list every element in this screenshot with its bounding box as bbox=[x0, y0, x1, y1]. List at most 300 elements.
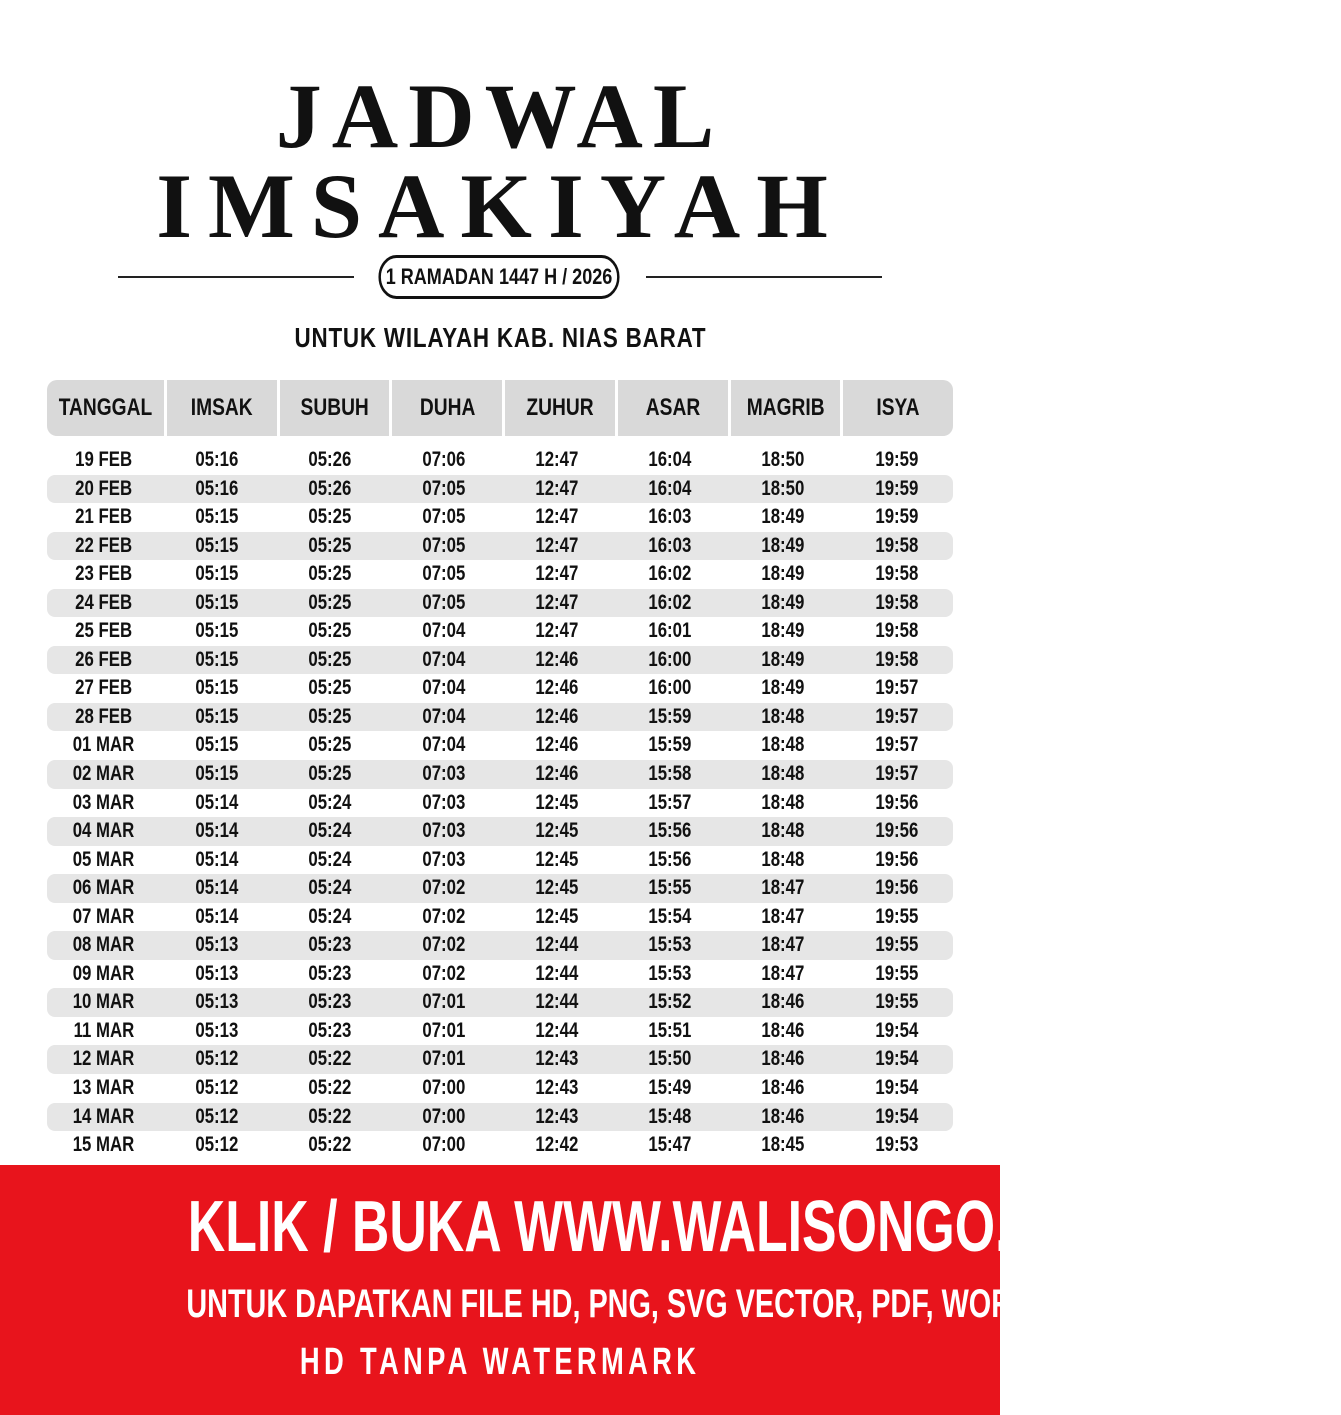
table-cell-tanggal bbox=[47, 760, 160, 789]
page-title-line1: JADWAL bbox=[275, 65, 725, 167]
table-cell-subuh bbox=[274, 988, 387, 1017]
table-cell-value: 28 FEB bbox=[75, 704, 133, 728]
table-cell-value: 05:25 bbox=[308, 762, 352, 786]
table-cell-value: 19:59 bbox=[874, 448, 918, 471]
table-cell-magrib bbox=[727, 960, 840, 989]
table-cell-value: 04 MAR bbox=[72, 819, 135, 843]
table-cell-value: 05:25 bbox=[308, 533, 352, 557]
table-cell-asar bbox=[613, 560, 726, 589]
table-cell-zuhur bbox=[500, 674, 613, 703]
table-row bbox=[47, 846, 953, 875]
table-cell-value: 14 MAR bbox=[72, 1104, 135, 1128]
table-cell-isya bbox=[840, 760, 953, 789]
column-header-label: TANGGAL bbox=[58, 394, 153, 421]
table-cell-value: 15:55 bbox=[648, 876, 692, 900]
table-cell-duha bbox=[387, 731, 500, 760]
table-cell-magrib bbox=[727, 1045, 840, 1074]
table-cell-value: 19:58 bbox=[874, 533, 918, 557]
table-cell-zuhur bbox=[500, 988, 613, 1017]
table-cell-value: 19:56 bbox=[874, 790, 918, 814]
table-cell-value: 05:22 bbox=[308, 1047, 352, 1071]
table-cell-value: 07:03 bbox=[421, 819, 465, 843]
table-cell-value: 12:47 bbox=[535, 619, 579, 643]
table-cell-asar bbox=[613, 1074, 726, 1103]
table-cell-duha bbox=[387, 988, 500, 1017]
table-cell-value: 05:13 bbox=[195, 990, 239, 1014]
table-cell-value: 05:15 bbox=[195, 704, 239, 728]
table-cell-isya bbox=[840, 1045, 953, 1074]
table-cell-asar bbox=[613, 903, 726, 932]
table-cell-magrib bbox=[727, 846, 840, 875]
table-cell-value: 20 FEB bbox=[75, 476, 133, 500]
table-cell-imsak bbox=[160, 1103, 273, 1132]
table-cell-magrib bbox=[727, 760, 840, 789]
table-cell-value: 05:24 bbox=[308, 819, 352, 843]
table-cell-tanggal bbox=[47, 1017, 160, 1046]
table-row bbox=[47, 703, 953, 732]
promo-subline-text: UNTUK DAPATKAN FILE HD, PNG, SVG VECTOR, PDF, WORD, EXCEL bbox=[186, 1282, 1145, 1326]
table-cell-value: 07:05 bbox=[421, 505, 465, 529]
table-cell-value: 05:14 bbox=[195, 847, 239, 871]
table-cell-value: 16:01 bbox=[648, 619, 692, 643]
table-cell-value: 07:02 bbox=[421, 904, 465, 928]
promo-subline bbox=[0, 1280, 1145, 1328]
table-cell-value: 11 MAR bbox=[73, 1018, 134, 1042]
table-cell-value: 12:44 bbox=[535, 990, 579, 1014]
table-cell-value: 07:05 bbox=[421, 562, 465, 586]
table-cell-magrib bbox=[727, 589, 840, 618]
table-cell-isya bbox=[840, 703, 953, 732]
table-cell-isya bbox=[840, 1017, 953, 1046]
table-cell-isya bbox=[840, 646, 953, 675]
table-cell-value: 05:12 bbox=[195, 1076, 239, 1100]
table-cell-imsak bbox=[160, 560, 273, 589]
table-cell-value: 07:00 bbox=[421, 1076, 465, 1100]
table-cell-duha bbox=[387, 789, 500, 818]
table-cell-duha bbox=[387, 560, 500, 589]
table-cell-zuhur bbox=[500, 1045, 613, 1074]
table-cell-value: 18:49 bbox=[761, 676, 805, 700]
table-cell-tanggal bbox=[47, 874, 160, 903]
table-cell-value: 05:14 bbox=[195, 819, 239, 843]
table-cell-value: 12:45 bbox=[535, 876, 579, 900]
table-cell-value: 18:47 bbox=[761, 904, 805, 928]
table-cell-magrib bbox=[727, 874, 840, 903]
table-cell-value: 12:43 bbox=[535, 1076, 579, 1100]
table-row bbox=[47, 789, 953, 818]
table-cell-value: 12:46 bbox=[535, 676, 579, 700]
page-title-line2: IMSAKIYAH bbox=[156, 155, 844, 257]
table-cell-value: 05:24 bbox=[308, 790, 352, 814]
table-cell-tanggal bbox=[47, 903, 160, 932]
column-header-label: ISYA bbox=[876, 394, 920, 421]
promo-headline[interactable] bbox=[0, 1187, 1154, 1267]
table-cell-isya bbox=[840, 903, 953, 932]
table-cell-asar bbox=[613, 1131, 726, 1160]
table-cell-value: 19:59 bbox=[874, 476, 918, 500]
table-cell-duha bbox=[387, 960, 500, 989]
promo-tagline bbox=[0, 1339, 1000, 1385]
table-cell-value: 12 MAR bbox=[72, 1047, 135, 1071]
table-cell-subuh bbox=[274, 1103, 387, 1132]
table-cell-tanggal bbox=[47, 589, 160, 618]
table-cell-zuhur bbox=[500, 874, 613, 903]
table-row bbox=[47, 903, 953, 932]
table-cell-value: 07:03 bbox=[421, 790, 465, 814]
table-cell-subuh bbox=[274, 931, 387, 960]
table-cell-asar bbox=[613, 503, 726, 532]
table-cell-value: 18:48 bbox=[761, 790, 805, 814]
table-cell-value: 06 MAR bbox=[72, 876, 135, 900]
table-cell-imsak bbox=[160, 903, 273, 932]
table-row bbox=[47, 731, 953, 760]
column-header-label: ZUHUR bbox=[526, 394, 594, 421]
table-cell-value: 05:23 bbox=[308, 990, 352, 1014]
region-label bbox=[0, 322, 1000, 354]
table-cell-value: 19:56 bbox=[874, 847, 918, 871]
table-cell-duha bbox=[387, 1103, 500, 1132]
table-cell-value: 05:25 bbox=[308, 619, 352, 643]
table-cell-imsak bbox=[160, 817, 273, 846]
table-cell-value: 05:16 bbox=[195, 476, 239, 500]
table-cell-value: 15 MAR bbox=[72, 1133, 135, 1157]
table-cell-duha bbox=[387, 931, 500, 960]
column-header-asar bbox=[618, 380, 731, 436]
table-cell-value: 15:52 bbox=[648, 990, 692, 1014]
table-cell-imsak bbox=[160, 846, 273, 875]
table-cell-value: 07:06 bbox=[421, 448, 465, 471]
table-cell-imsak bbox=[160, 874, 273, 903]
table-cell-value: 12:47 bbox=[535, 505, 579, 529]
table-cell-value: 19:56 bbox=[874, 876, 918, 900]
table-cell-asar bbox=[613, 931, 726, 960]
column-header-imsak bbox=[167, 380, 280, 436]
table-cell-value: 16:04 bbox=[648, 448, 692, 471]
table-cell-imsak bbox=[160, 931, 273, 960]
table-cell-duha bbox=[387, 674, 500, 703]
table-cell-subuh bbox=[274, 646, 387, 675]
promo-tagline-text: HD TANPA WATERMARK bbox=[299, 1341, 701, 1383]
table-cell-value: 07:02 bbox=[421, 933, 465, 957]
table-cell-isya bbox=[840, 846, 953, 875]
table-cell-value: 26 FEB bbox=[75, 647, 133, 671]
table-cell-tanggal bbox=[47, 475, 160, 504]
table-cell-value: 05:25 bbox=[308, 676, 352, 700]
table-cell-value: 15:58 bbox=[648, 762, 692, 786]
table-cell-subuh bbox=[274, 731, 387, 760]
table-cell-isya bbox=[840, 617, 953, 646]
column-header-label: ASAR bbox=[645, 394, 700, 421]
table-cell-tanggal bbox=[47, 446, 160, 475]
table-cell-value: 07:05 bbox=[421, 476, 465, 500]
table-cell-tanggal bbox=[47, 817, 160, 846]
table-cell-imsak bbox=[160, 503, 273, 532]
table-cell-magrib bbox=[727, 988, 840, 1017]
table-cell-value: 07:04 bbox=[421, 704, 465, 728]
table-cell-value: 15:50 bbox=[648, 1047, 692, 1071]
table-cell-value: 05 MAR bbox=[72, 847, 135, 871]
table-cell-duha bbox=[387, 1045, 500, 1074]
table-cell-zuhur bbox=[500, 589, 613, 618]
column-header-subuh bbox=[280, 380, 393, 436]
table-cell-zuhur bbox=[500, 1017, 613, 1046]
table-cell-value: 25 FEB bbox=[75, 619, 133, 643]
table-cell-subuh bbox=[274, 674, 387, 703]
table-cell-value: 16:00 bbox=[648, 676, 692, 700]
table-cell-value: 19:55 bbox=[874, 990, 918, 1014]
table-cell-isya bbox=[840, 960, 953, 989]
table-cell-value: 21 FEB bbox=[75, 505, 133, 529]
table-cell-imsak bbox=[160, 731, 273, 760]
table-cell-isya bbox=[840, 731, 953, 760]
table-cell-tanggal bbox=[47, 703, 160, 732]
table-cell-asar bbox=[613, 1103, 726, 1132]
table-cell-duha bbox=[387, 646, 500, 675]
table-cell-duha bbox=[387, 475, 500, 504]
table-cell-value: 05:25 bbox=[308, 704, 352, 728]
table-cell-imsak bbox=[160, 532, 273, 561]
column-header-duha bbox=[392, 380, 505, 436]
table-cell-isya bbox=[840, 674, 953, 703]
table-cell-subuh bbox=[274, 475, 387, 504]
table-cell-value: 12:45 bbox=[535, 790, 579, 814]
table-cell-asar bbox=[613, 817, 726, 846]
table-cell-value: 05:22 bbox=[308, 1133, 352, 1157]
table-cell-magrib bbox=[727, 503, 840, 532]
table-cell-imsak bbox=[160, 674, 273, 703]
table-cell-value: 22 FEB bbox=[75, 533, 133, 557]
table-cell-duha bbox=[387, 874, 500, 903]
table-cell-zuhur bbox=[500, 760, 613, 789]
table-cell-value: 01 MAR bbox=[72, 733, 135, 757]
table-cell-magrib bbox=[727, 617, 840, 646]
table-cell-value: 12:43 bbox=[535, 1104, 579, 1128]
table-cell-duha bbox=[387, 1017, 500, 1046]
table-cell-value: 12:44 bbox=[535, 961, 579, 985]
table-cell-value: 18:49 bbox=[761, 562, 805, 586]
table-row bbox=[47, 674, 953, 703]
table-cell-isya bbox=[840, 988, 953, 1017]
table-cell-imsak bbox=[160, 589, 273, 618]
table-cell-value: 05:15 bbox=[195, 733, 239, 757]
table-cell-value: 07:02 bbox=[421, 961, 465, 985]
table-cell-magrib bbox=[727, 532, 840, 561]
table-cell-value: 05:15 bbox=[195, 533, 239, 557]
table-cell-isya bbox=[840, 503, 953, 532]
table-cell-asar bbox=[613, 1045, 726, 1074]
table-cell-value: 12:45 bbox=[535, 904, 579, 928]
table-cell-value: 16:02 bbox=[648, 562, 692, 586]
table-cell-value: 12:42 bbox=[535, 1133, 579, 1157]
table-cell-value: 16:03 bbox=[648, 533, 692, 557]
table-cell-isya bbox=[840, 446, 953, 475]
table-cell-value: 15:56 bbox=[648, 847, 692, 871]
table-cell-tanggal bbox=[47, 503, 160, 532]
table-cell-value: 15:59 bbox=[648, 733, 692, 757]
table-cell-imsak bbox=[160, 703, 273, 732]
table-cell-value: 19:58 bbox=[874, 647, 918, 671]
table-cell-subuh bbox=[274, 874, 387, 903]
table-cell-magrib bbox=[727, 475, 840, 504]
table-cell-value: 05:24 bbox=[308, 904, 352, 928]
table-cell-magrib bbox=[727, 731, 840, 760]
table-cell-value: 05:12 bbox=[195, 1133, 239, 1157]
table-cell-zuhur bbox=[500, 1103, 613, 1132]
table-cell-subuh bbox=[274, 903, 387, 932]
table-cell-value: 03 MAR bbox=[72, 790, 135, 814]
table-cell-duha bbox=[387, 846, 500, 875]
table-cell-isya bbox=[840, 1131, 953, 1160]
table-cell-zuhur bbox=[500, 1131, 613, 1160]
table-cell-zuhur bbox=[500, 1074, 613, 1103]
table-cell-duha bbox=[387, 617, 500, 646]
table-cell-subuh bbox=[274, 703, 387, 732]
table-cell-imsak bbox=[160, 988, 273, 1017]
table-row bbox=[47, 646, 953, 675]
table-cell-value: 18:49 bbox=[761, 590, 805, 614]
table-cell-tanggal bbox=[47, 931, 160, 960]
table-cell-imsak bbox=[160, 789, 273, 818]
table-cell-tanggal bbox=[47, 988, 160, 1017]
table-cell-duha bbox=[387, 532, 500, 561]
table-row bbox=[47, 988, 953, 1017]
table-cell-isya bbox=[840, 532, 953, 561]
table-cell-value: 18:49 bbox=[761, 505, 805, 529]
region-text: UNTUK WILAYAH KAB. NIAS BARAT bbox=[294, 322, 706, 353]
table-cell-value: 05:13 bbox=[195, 961, 239, 985]
table-cell-asar bbox=[613, 988, 726, 1017]
table-cell-value: 12:43 bbox=[535, 1047, 579, 1071]
table-row bbox=[47, 532, 953, 561]
table-cell-zuhur bbox=[500, 446, 613, 475]
table-cell-asar bbox=[613, 731, 726, 760]
table-cell-value: 07:04 bbox=[421, 733, 465, 757]
table-cell-value: 05:15 bbox=[195, 762, 239, 786]
table-cell-value: 05:15 bbox=[195, 505, 239, 529]
table-cell-value: 05:22 bbox=[308, 1104, 352, 1128]
table-cell-value: 05:15 bbox=[195, 647, 239, 671]
table-cell-value: 19:57 bbox=[874, 676, 918, 700]
table-cell-value: 18:46 bbox=[761, 990, 805, 1014]
table-cell-isya bbox=[840, 789, 953, 818]
table-cell-value: 05:26 bbox=[308, 476, 352, 500]
table-cell-value: 07:00 bbox=[421, 1133, 465, 1157]
table-row bbox=[47, 617, 953, 646]
table-cell-magrib bbox=[727, 560, 840, 589]
table-cell-tanggal bbox=[47, 1074, 160, 1103]
table-cell-tanggal bbox=[47, 789, 160, 818]
table-cell-value: 05:14 bbox=[195, 904, 239, 928]
table-row bbox=[47, 503, 953, 532]
table-cell-asar bbox=[613, 846, 726, 875]
table-cell-value: 05:13 bbox=[195, 933, 239, 957]
table-cell-tanggal bbox=[47, 674, 160, 703]
table-cell-value: 12:47 bbox=[535, 533, 579, 557]
table-cell-zuhur bbox=[500, 532, 613, 561]
table-cell-value: 19:57 bbox=[874, 704, 918, 728]
table-cell-value: 05:23 bbox=[308, 933, 352, 957]
table-cell-magrib bbox=[727, 703, 840, 732]
table-cell-value: 18:48 bbox=[761, 847, 805, 871]
table-cell-imsak bbox=[160, 1045, 273, 1074]
table-cell-asar bbox=[613, 789, 726, 818]
column-header-label: MAGRIB bbox=[746, 394, 825, 421]
table-cell-value: 07:04 bbox=[421, 619, 465, 643]
table-cell-value: 12:44 bbox=[535, 1018, 579, 1042]
table-cell-tanggal bbox=[47, 1103, 160, 1132]
table-cell-zuhur bbox=[500, 703, 613, 732]
table-cell-subuh bbox=[274, 589, 387, 618]
table-cell-zuhur bbox=[500, 617, 613, 646]
table-cell-zuhur bbox=[500, 560, 613, 589]
table-cell-value: 18:48 bbox=[761, 762, 805, 786]
table-cell-duha bbox=[387, 589, 500, 618]
table-cell-value: 18:46 bbox=[761, 1047, 805, 1071]
table-cell-value: 16:02 bbox=[648, 590, 692, 614]
table-cell-value: 05:25 bbox=[308, 562, 352, 586]
table-body bbox=[47, 446, 953, 1160]
table-cell-value: 19:55 bbox=[874, 904, 918, 928]
table-cell-value: 07:02 bbox=[421, 876, 465, 900]
table-cell-value: 12:47 bbox=[535, 562, 579, 586]
table-cell-subuh bbox=[274, 1017, 387, 1046]
table-cell-value: 19:57 bbox=[874, 733, 918, 757]
table-cell-value: 19:55 bbox=[874, 961, 918, 985]
promo-banner[interactable] bbox=[0, 1165, 1154, 1415]
table-row bbox=[47, 589, 953, 618]
table-cell-value: 05:25 bbox=[308, 590, 352, 614]
table-cell-value: 15:54 bbox=[648, 904, 692, 928]
table-cell-value: 16:00 bbox=[648, 647, 692, 671]
table-cell-value: 12:46 bbox=[535, 647, 579, 671]
table-cell-imsak bbox=[160, 617, 273, 646]
table-cell-tanggal bbox=[47, 532, 160, 561]
table-cell-value: 13 MAR bbox=[72, 1076, 135, 1100]
table-cell-subuh bbox=[274, 503, 387, 532]
table-cell-value: 12:47 bbox=[535, 590, 579, 614]
table-cell-value: 07:04 bbox=[421, 647, 465, 671]
table-row bbox=[47, 760, 953, 789]
table-cell-subuh bbox=[274, 789, 387, 818]
table-cell-subuh bbox=[274, 1131, 387, 1160]
table-row bbox=[47, 475, 953, 504]
table-cell-value: 18:50 bbox=[761, 448, 805, 471]
column-header-label: SUBUH bbox=[300, 394, 369, 421]
table-cell-value: 18:46 bbox=[761, 1018, 805, 1042]
table-cell-asar bbox=[613, 760, 726, 789]
table-cell-zuhur bbox=[500, 960, 613, 989]
table-cell-value: 12:46 bbox=[535, 704, 579, 728]
table-cell-asar bbox=[613, 589, 726, 618]
table-cell-tanggal bbox=[47, 846, 160, 875]
table-cell-isya bbox=[840, 931, 953, 960]
table-cell-duha bbox=[387, 1131, 500, 1160]
table-cell-magrib bbox=[727, 789, 840, 818]
table-cell-value: 05:16 bbox=[195, 448, 239, 471]
table-cell-value: 18:48 bbox=[761, 819, 805, 843]
table-cell-value: 08 MAR bbox=[72, 933, 135, 957]
table-cell-zuhur bbox=[500, 817, 613, 846]
table-row bbox=[47, 817, 953, 846]
table-cell-value: 05:25 bbox=[308, 647, 352, 671]
table-cell-value: 19:54 bbox=[874, 1018, 918, 1042]
table-cell-tanggal bbox=[47, 731, 160, 760]
table-cell-value: 18:50 bbox=[761, 476, 805, 500]
table-cell-asar bbox=[613, 532, 726, 561]
table-cell-imsak bbox=[160, 646, 273, 675]
table-row bbox=[47, 931, 953, 960]
table-cell-subuh bbox=[274, 560, 387, 589]
